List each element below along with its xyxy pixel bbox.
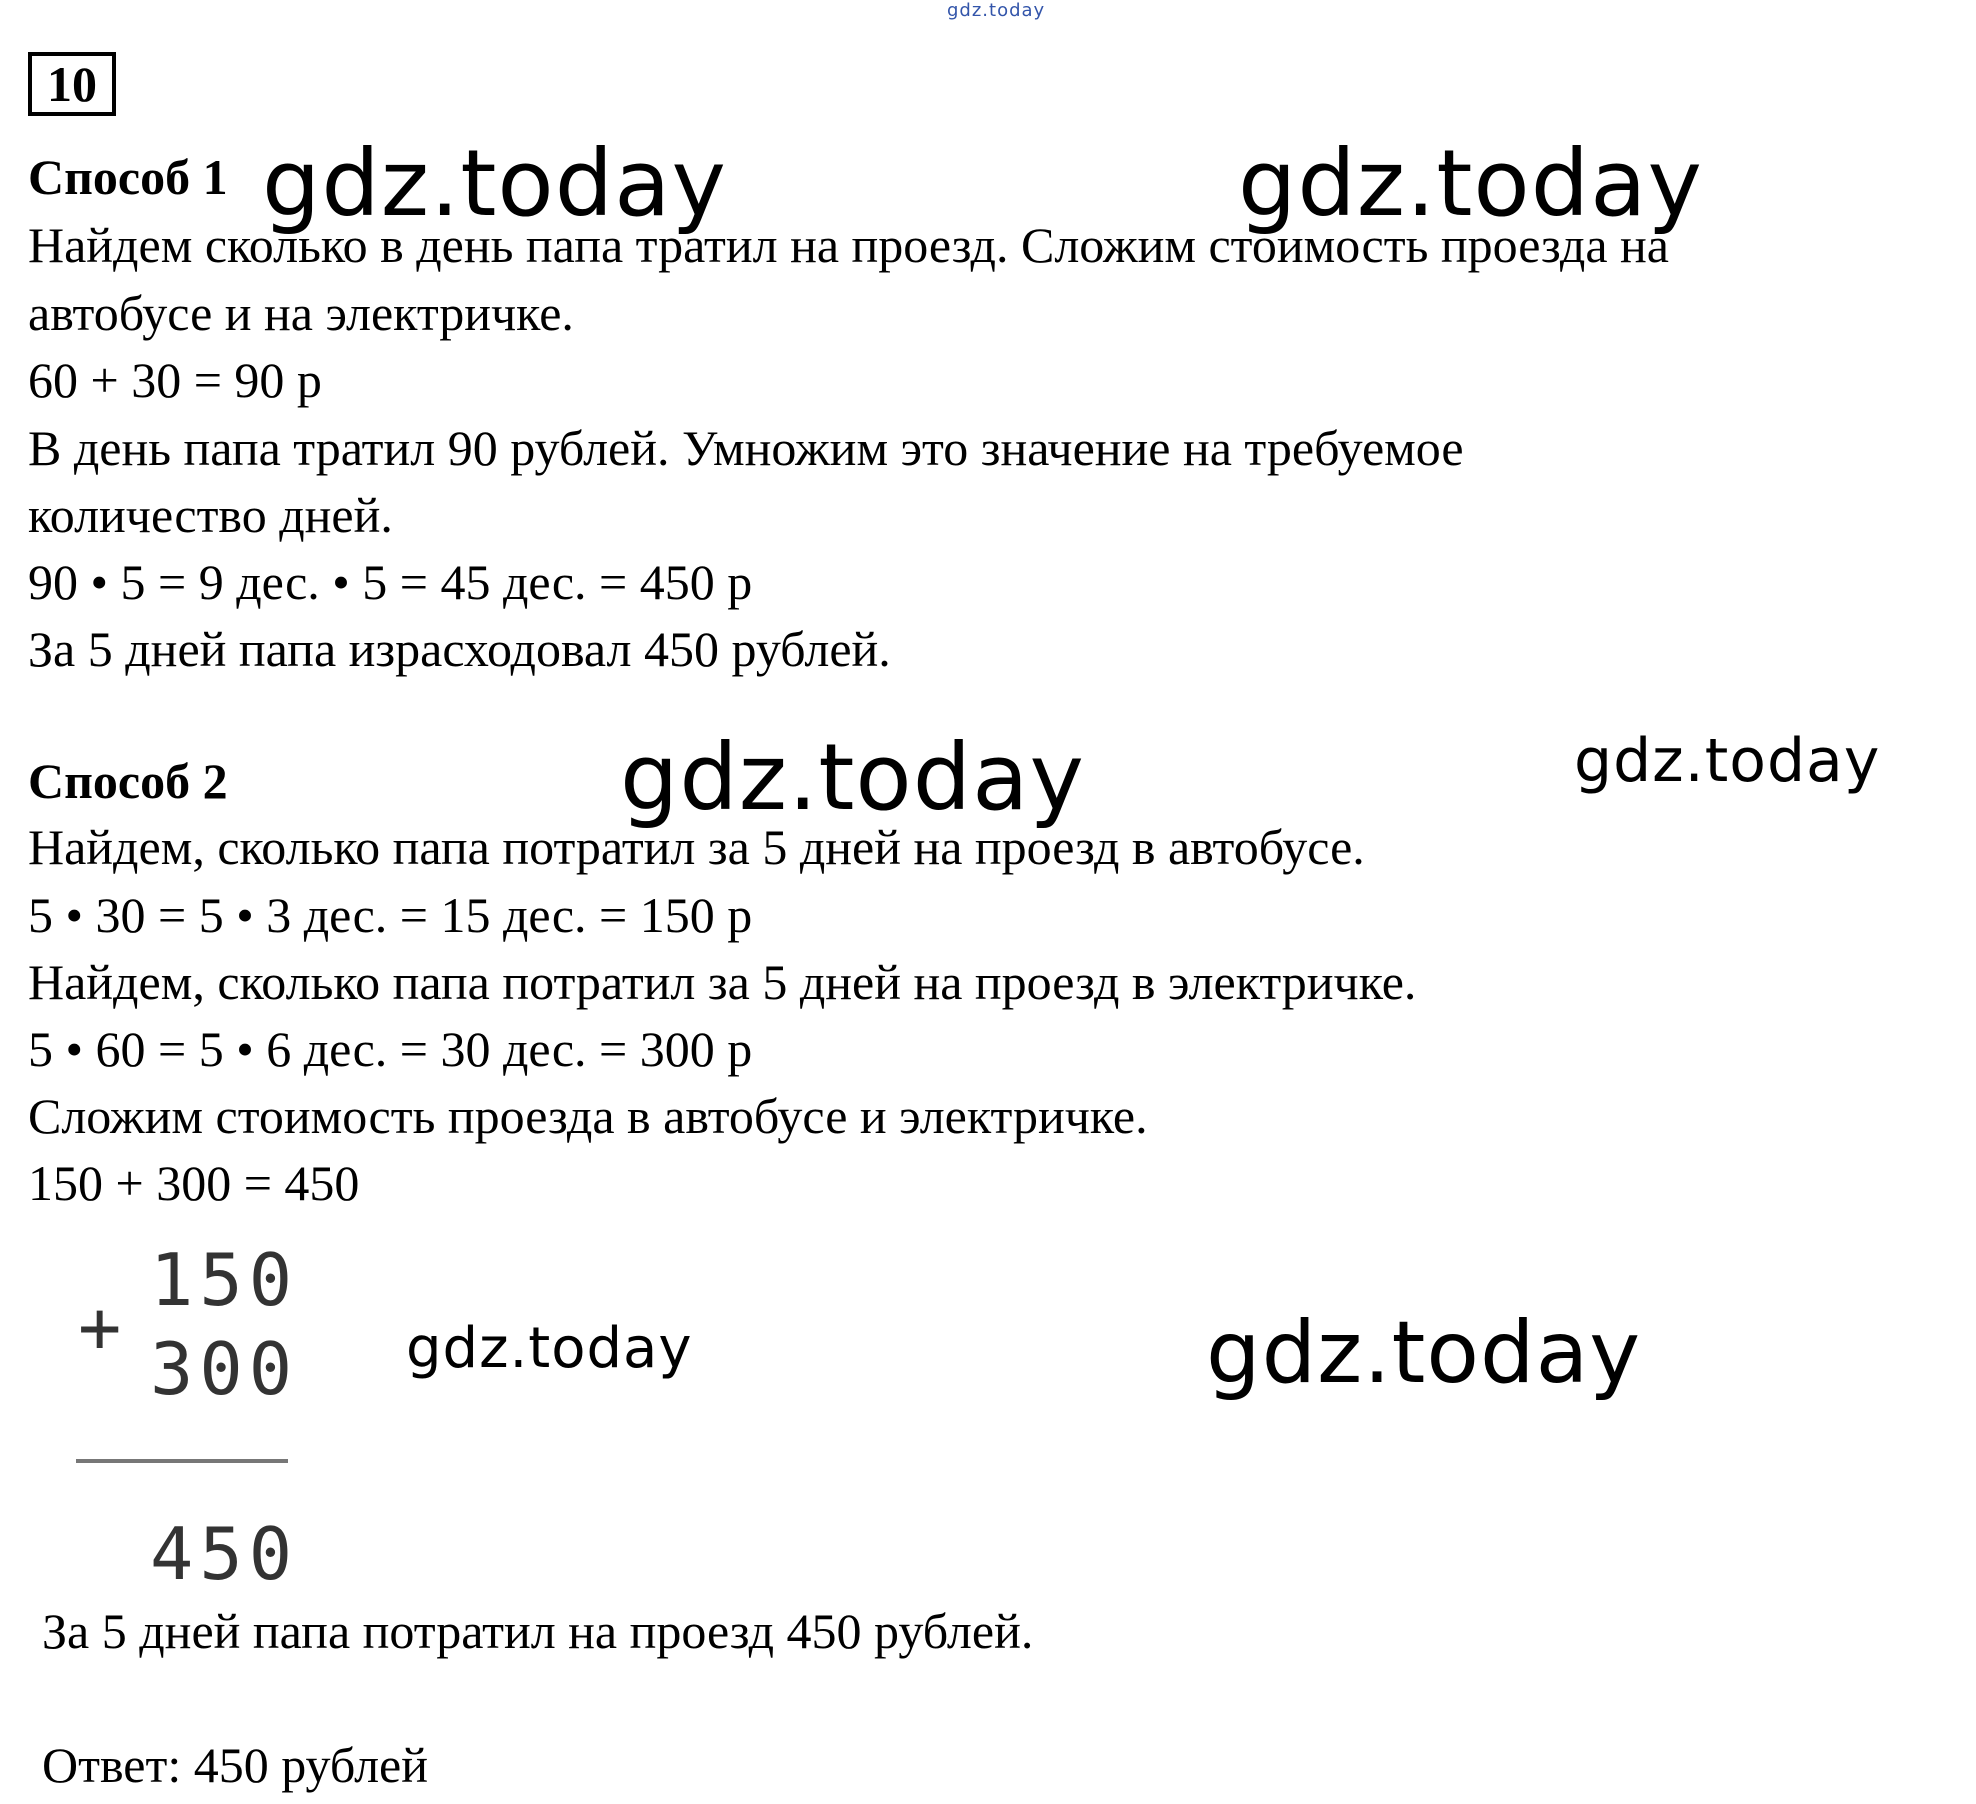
column-addend-2: 300 <box>150 1327 299 1411</box>
method1-line-3: 60 + 30 = 90 р <box>28 352 322 408</box>
method1-line-6: 90 • 5 = 9 дес. • 5 = 45 дес. = 450 р <box>28 554 753 610</box>
watermark: gdz.today <box>406 1316 693 1381</box>
method2-line-5: Сложим стоимость проезда в автобусе и электричке. <box>28 1088 1148 1144</box>
method2-line-4: 5 • 60 = 5 • 6 дес. = 30 дес. = 300 р <box>28 1021 753 1077</box>
task-number: 10 <box>28 52 116 116</box>
method1-heading: Способ 1 <box>28 149 228 205</box>
watermark-top: gdz.today <box>947 0 1046 21</box>
method2-line-1: Найдем, сколько папа потратил за 5 дней на проезд в автобусе. <box>28 819 1365 875</box>
column-addend-1: 150 <box>150 1238 299 1322</box>
watermark: gdz.today <box>1574 726 1881 796</box>
method1-line-5: количество дней. <box>28 487 393 543</box>
method2-conclusion: За 5 дней папа потратил на проезд 450 рублей. <box>42 1603 1034 1659</box>
method1-line-2: автобусе и на электричке. <box>28 285 574 341</box>
method2-line-2: 5 • 30 = 5 • 3 дес. = 15 дес. = 150 р <box>28 887 753 943</box>
method1-line-1: Найдем сколько в день папа тратил на проезд. Сложим стоимость проезда на <box>28 217 1669 273</box>
answer: Ответ: 450 рублей <box>42 1737 428 1793</box>
column-sum-line <box>76 1459 288 1463</box>
method2-line-6: 150 + 300 = 450 <box>28 1155 360 1211</box>
watermark: gdz.today <box>1206 1303 1642 1403</box>
column-plus-sign: + <box>78 1285 128 1369</box>
watermark: gdz.today <box>1238 130 1703 237</box>
method2-heading: Способ 2 <box>28 753 228 809</box>
watermark: gdz.today <box>262 130 727 237</box>
method1-line-7: За 5 дней папа израсходовал 450 рублей. <box>28 621 891 677</box>
method2-line-3: Найдем, сколько папа потратил за 5 дней на проезд в электричке. <box>28 954 1417 1010</box>
watermark: gdz.today <box>620 724 1085 831</box>
method1-line-4: В день папа тратил 90 рублей. Умножим это значение на требуемое <box>28 420 1464 476</box>
column-sum: 450 <box>150 1512 299 1596</box>
